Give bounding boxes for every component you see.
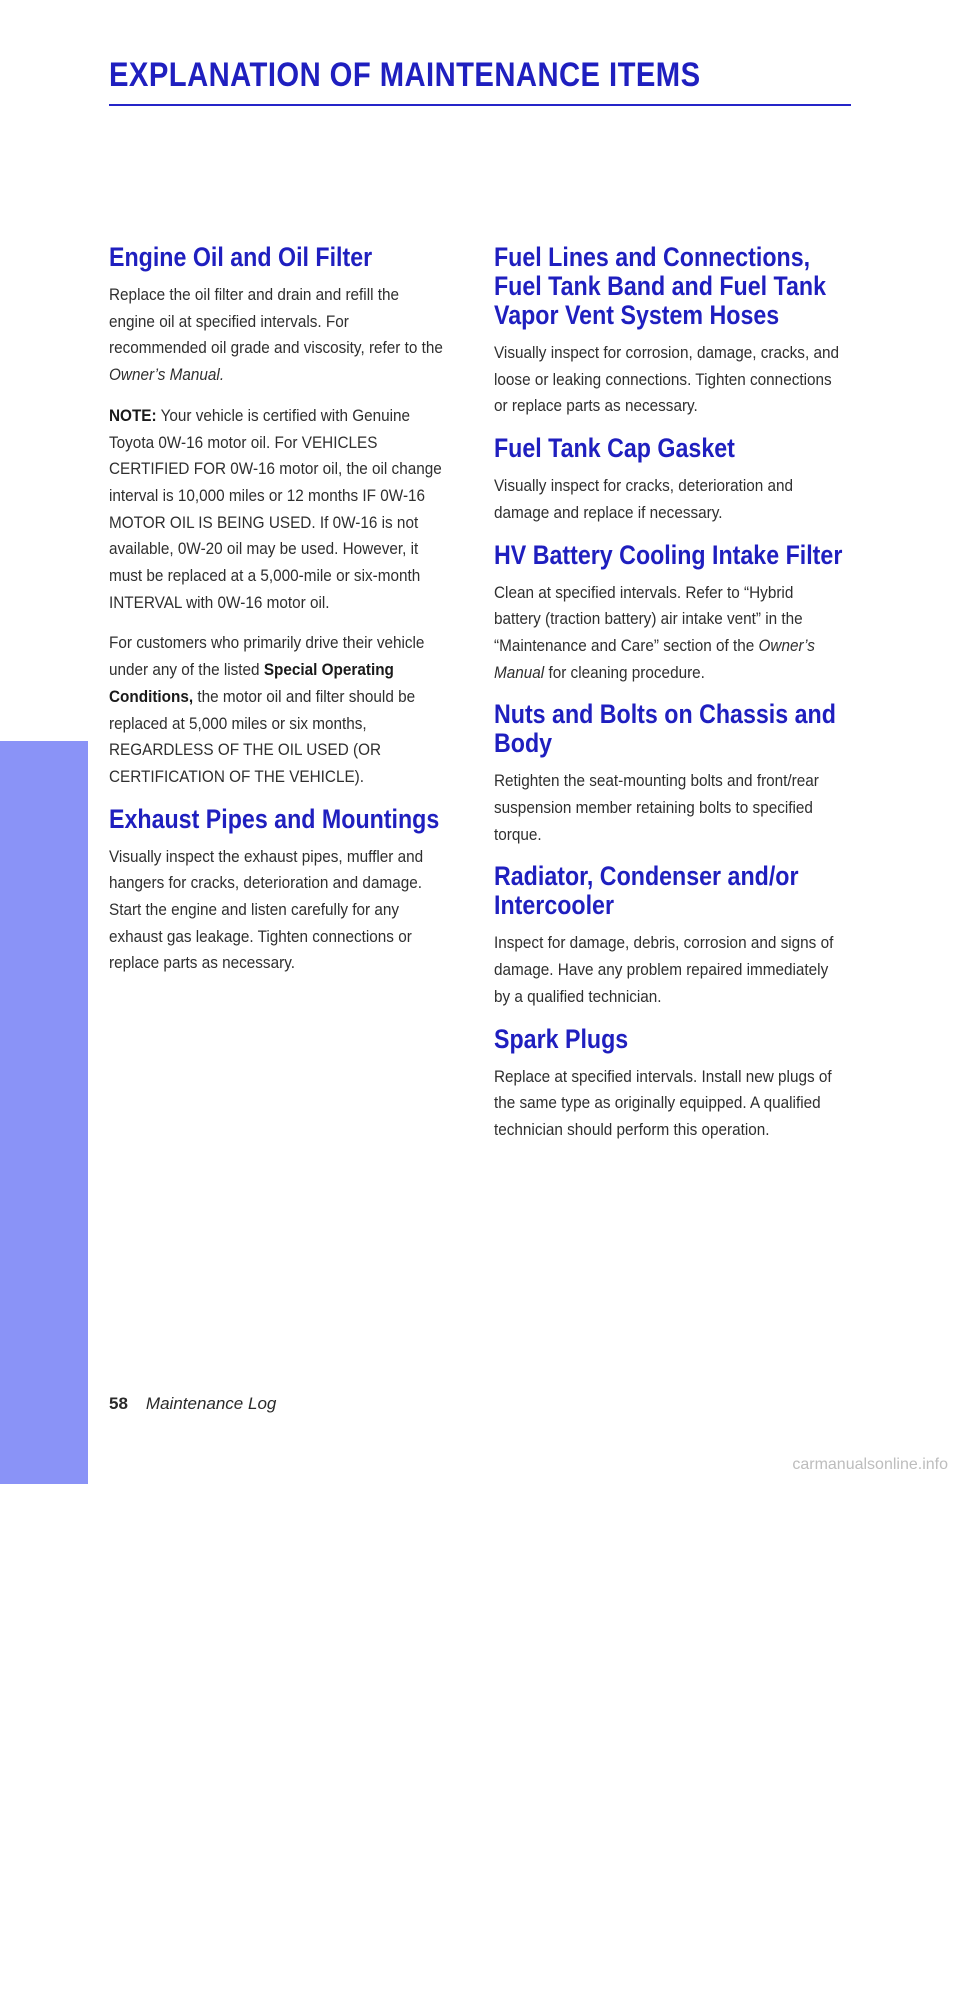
engine-oil-heading: Engine Oil and Oil Filter <box>109 242 373 272</box>
radiator-heading: Radiator, Condenser and/or Intercooler <box>494 861 799 921</box>
special-conditions-paragraph <box>109 630 449 790</box>
engine-oil-note <box>109 403 449 617</box>
fuel-cap-heading: Fuel Tank Cap Gasket <box>494 433 735 464</box>
owners-manual-reference: Owner’s Manual <box>494 635 815 682</box>
hv-battery-heading: HV Battery Cooling Intake Filter <box>494 539 843 570</box>
nuts-bolts-heading: Nuts and Bolts on Chassis and Body <box>494 699 836 759</box>
section-fuel-cap <box>494 434 844 526</box>
side-tab-label: MAINTENANCE <box>23 1701 62 2004</box>
special-conditions-term: Special Operating Conditions, <box>109 660 394 706</box>
section-spark-plugs <box>494 1025 844 1144</box>
fuel-cap-paragraph: Visually inspect for cracks, deterioration and damage and replace if necessary. <box>494 476 794 522</box>
exhaust-heading: Exhaust Pipes and Mountings <box>109 803 440 834</box>
hv-battery-paragraph <box>494 580 844 687</box>
watermark: carmanualsonline.info <box>792 1456 948 1473</box>
hv-battery-text-b: for cleaning procedure. <box>544 662 705 682</box>
radiator-paragraph: Inspect for damage, debris, corrosion and signs of damage. Have any problem repaired immediately by a qualified technician. <box>494 933 834 1006</box>
page-title: EXPLANATION OF MAINTENANCE ITEMS <box>109 56 701 94</box>
page-number: 58 <box>109 1394 128 1413</box>
special-conditions-text-a: For customers who primarily drive their vehicle under any of the listed <box>109 633 425 680</box>
title-divider <box>109 104 851 106</box>
fuel-lines-paragraph: Visually inspect for corrosion, damage, cracks, and loose or leaking connections. Tighten connections or replace parts as necessary. <box>494 343 839 416</box>
note-label: NOTE: <box>109 405 157 425</box>
nuts-bolts-paragraph: Retighten the seat-mounting bolts and front/rear suspension member retaining bolts to specified torque. <box>494 771 819 844</box>
section-radiator <box>494 862 844 1010</box>
note-text: Your vehicle is certified with Genuine Toyota 0W-16 motor oil. For VEHICLES CERTIFIED FOR 0W-16 motor oil, the oil change interval is 10,000 miles or 12 months IF 0W-16 MOTOR OIL IS BEING USED. If 0W-16 is not available, 0W-20 oil may be used. However, it must be replaced at a 5,000-mile or six-month INTERVAL with 0W-16 motor oil. <box>109 405 442 612</box>
footer-label: Maintenance Log <box>145 1394 277 1413</box>
engine-oil-text: Replace the oil filter and drain and refill the engine oil at specified intervals. For recommended oil grade and viscosity, refer to the <box>109 285 443 358</box>
section-engine-oil <box>109 243 449 791</box>
right-column <box>494 243 844 1158</box>
section-fuel-lines <box>494 243 844 420</box>
hv-battery-text-a: Clean at specified intervals. Refer to “Hybrid battery (traction battery) air intake vent” in the “Maintenance and Care” section of the <box>494 582 803 655</box>
engine-oil-paragraph <box>109 282 449 389</box>
page-footer <box>109 1394 276 1414</box>
owners-manual-reference: Owner’s Manual. <box>109 365 225 385</box>
exhaust-paragraph: Visually inspect the exhaust pipes, muffler and hangers for cracks, deterioration and damage. Start the engine and listen carefully for any exhaust gas leakage. Tighten connections or replace parts as necessary. <box>109 846 424 973</box>
special-conditions-text-b: the motor oil and filter should be replaced at 5,000 miles or six months, REGARDLESS OF THE OIL USED (OR CERTIFICATION OF THE VEHICLE). <box>109 686 416 786</box>
fuel-lines-heading: Fuel Lines and Connections, Fuel Tank Band and Fuel Tank Vapor Vent System Hoses <box>494 242 827 330</box>
section-hv-battery <box>494 541 844 687</box>
section-side-tab <box>0 741 88 2004</box>
spark-plugs-paragraph: Replace at specified intervals. Install new plugs of the same type as originally equipped. A qualified technician should perform this operation. <box>494 1066 832 1139</box>
section-nuts-bolts <box>494 700 844 848</box>
left-column <box>109 243 449 991</box>
spark-plugs-heading: Spark Plugs <box>494 1023 629 1054</box>
section-exhaust <box>109 805 449 978</box>
